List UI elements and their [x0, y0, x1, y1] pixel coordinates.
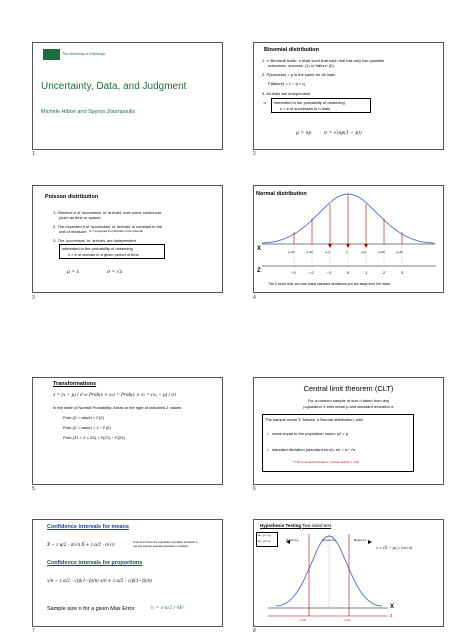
proportion-ci-formula: x/n − z α/2 · √(p̂(1−p̂)/n) x/n + z α/2 · √(p̂(1−p̂)/n) [47, 578, 153, 583]
clt-footnote: * This is an approximation: it works well for n ≥ 30 [293, 460, 359, 464]
slide-title: Hypothesis Testing [260, 523, 302, 528]
z-tick-label: −3 [291, 270, 296, 275]
slide-4[interactable] [253, 185, 444, 293]
clt-box [262, 414, 414, 472]
slide-2[interactable] [253, 42, 444, 150]
arrow-icon: ⇒ [263, 100, 267, 105]
slide-number: 7 [32, 628, 35, 634]
list-item: 1. n 'Bernoulli trials': n trials such that each trial has only two possible [262, 58, 385, 63]
deck-title: Uncertainty, Data, and Judgment [41, 81, 187, 92]
list-item: 2. The expected # of 'successes' or 'arrivals' is constant in the [53, 224, 163, 229]
slide-title: Binomial distribution [264, 47, 319, 53]
x-tick-label: μ−3σ [288, 250, 296, 254]
bullet-icon: • [267, 431, 269, 436]
z-statistic-formula: z = (X̄ − μ₀) / (σ/√n) [376, 546, 413, 550]
slide-number: 1 [32, 151, 35, 157]
slide-title: Transformations [53, 381, 97, 387]
logo-text: The University of Edinburgh [62, 52, 106, 56]
x-tick-label: μ−σ [325, 250, 331, 254]
clt-subtitle: population X with mean μ and standard deviation σ [303, 404, 394, 409]
accept-region-label: Accept H₀ [322, 538, 336, 542]
z-score-caption: The Z-score tells you how many standard deviations you are away from the mean [268, 282, 391, 286]
list-item: 1. Observe # of 'successes' or 'arrivals' over some continuum [53, 210, 162, 215]
probability-rule: Prob (Z < value) = 1 − F(Z) [63, 425, 111, 430]
slide-8[interactable] [253, 519, 444, 627]
university-logo [43, 49, 60, 60]
x-tick-label: μ+3σ [396, 250, 404, 254]
reject-region-label: Reject H₀ [286, 538, 299, 542]
sd-formula: σ = √λ [107, 270, 123, 275]
mean-ci-formula: X̄ − z α/2 · σ/√n X̄ + z α/2 · σ/√n [47, 542, 115, 547]
box-bullet: standard deviation (standard error): σx̄ = σ / √n [272, 447, 356, 452]
x-tick-label: μ+σ [361, 250, 367, 254]
z-tick-label: 0 [347, 270, 350, 275]
list-item: unit of measure [59, 229, 87, 234]
list-item: P(failure) = 1 − p = q [268, 81, 305, 86]
slide-number: 5 [32, 486, 35, 492]
z-axis-label: Z [257, 268, 261, 274]
alt-hypothesis: H₁: μ ≠ μ₀ [258, 539, 271, 543]
z-tick-label: −1 [327, 270, 332, 275]
slide-3[interactable] [32, 185, 223, 293]
interest-box [59, 244, 165, 259]
probability-rule: Prob (Z > value) = F(Z) [63, 415, 104, 420]
x-axis-label: X [390, 604, 395, 610]
box-line: interested in the probability of observing [274, 100, 345, 105]
list-note: (λ = expected # of arrivals in the interval) [89, 229, 144, 233]
z-tick-label: 3 [401, 270, 404, 275]
x-tick-label: μ+2σ [378, 250, 386, 254]
sample-size-label: Sample size n for a given Max Error [47, 606, 135, 612]
arrow-icon [368, 540, 372, 544]
arrow-markers [328, 244, 368, 248]
list-item: outcomes: 'success' (1) or 'failure' (0) [268, 63, 334, 68]
slide-number: 8 [253, 628, 256, 634]
normal-curve-diagram [254, 186, 443, 292]
mean-formula: μ = λ [67, 270, 80, 275]
slide-number: 6 [253, 486, 256, 492]
slide-title: Normal distribution [256, 191, 307, 197]
slide-title: Central limit theorem (CLT) [303, 384, 394, 393]
ci-note: If we don't know the population standard deviation σ, [133, 540, 199, 544]
null-hypothesis: H₀: μ = μ₀ [258, 533, 272, 537]
box-line: x = # of arrivals in a given period of time [68, 252, 139, 257]
z-tick-label: −2 [309, 270, 314, 275]
section-title: Confidence intervals for proportions [47, 560, 143, 566]
x-tick-label: μ [346, 250, 348, 254]
slide-title: Poisson distribution [45, 194, 99, 200]
slide-number: 4 [253, 295, 256, 301]
z-axis-label: z [390, 613, 393, 619]
list-item: 3. All trials are independent [262, 91, 311, 96]
sd-markers [294, 194, 402, 244]
slide-subtitle: Two-sided test [302, 523, 332, 528]
slide-number: 3 [32, 295, 35, 301]
clt-subtitle: For a random sample of size n taken from any [307, 398, 390, 403]
interest-box [271, 98, 371, 113]
z-tick-label: 1 [365, 270, 368, 275]
bullet-icon: • [267, 447, 269, 452]
mean-formula: μ = np [296, 131, 312, 136]
reject-region-label: Reject H₀ [354, 538, 367, 542]
x-axis-label: X [257, 246, 262, 252]
slide-number: 2 [253, 151, 256, 157]
z-tick-label: 2 [383, 270, 386, 275]
box-line: The sample mean X̄ 'follows' a Normal distribution, with [265, 417, 363, 422]
list-item: (such as time or space) [59, 215, 101, 220]
list-item: 2. P(success) = p is the same for all trials [262, 72, 336, 77]
sd-formula: σ = √(np(1 − p)) [324, 131, 362, 136]
x-tick-label: μ−2σ [306, 250, 314, 254]
slide-6[interactable] [253, 377, 444, 485]
slide-5[interactable] [32, 377, 223, 485]
section-title: Confidence intervals for means [47, 524, 129, 530]
sample-size-formula: n = z²α/2 / 4E² [151, 606, 185, 611]
critical-value-label: z crit [300, 618, 306, 622]
box-line: x = # of successes in n trials [280, 106, 331, 111]
list-item: 3. The 'successes' or 'arrivals' are independent [53, 238, 136, 243]
probability-rule: Prob (Z1 < Z < Z2) = F(Z1) − F(Z2) [63, 435, 125, 440]
box-line: interested in the probability of observing [62, 246, 133, 251]
ci-note: use the sample standard deviation s instead [133, 544, 188, 548]
transformation-formula: z = (x − μ) / σ ⇒ Prob(x > x₁) = Prob(z > z₁ = (x₁ − μ) / σ) [53, 392, 176, 397]
table-note: In the table of Normal Probability: Areas to the right of indicated Z values [53, 405, 182, 410]
authors: Michèle Hibon and Spyros Zoumpoulis [41, 109, 136, 115]
slide-1[interactable] [32, 42, 223, 150]
slide-7[interactable] [32, 519, 223, 627]
critical-value-label: z crit [344, 618, 350, 622]
box-bullet: mean equal to the population mean: μx̄ = μ [272, 431, 349, 436]
hypothesis-test-diagram [254, 520, 443, 626]
